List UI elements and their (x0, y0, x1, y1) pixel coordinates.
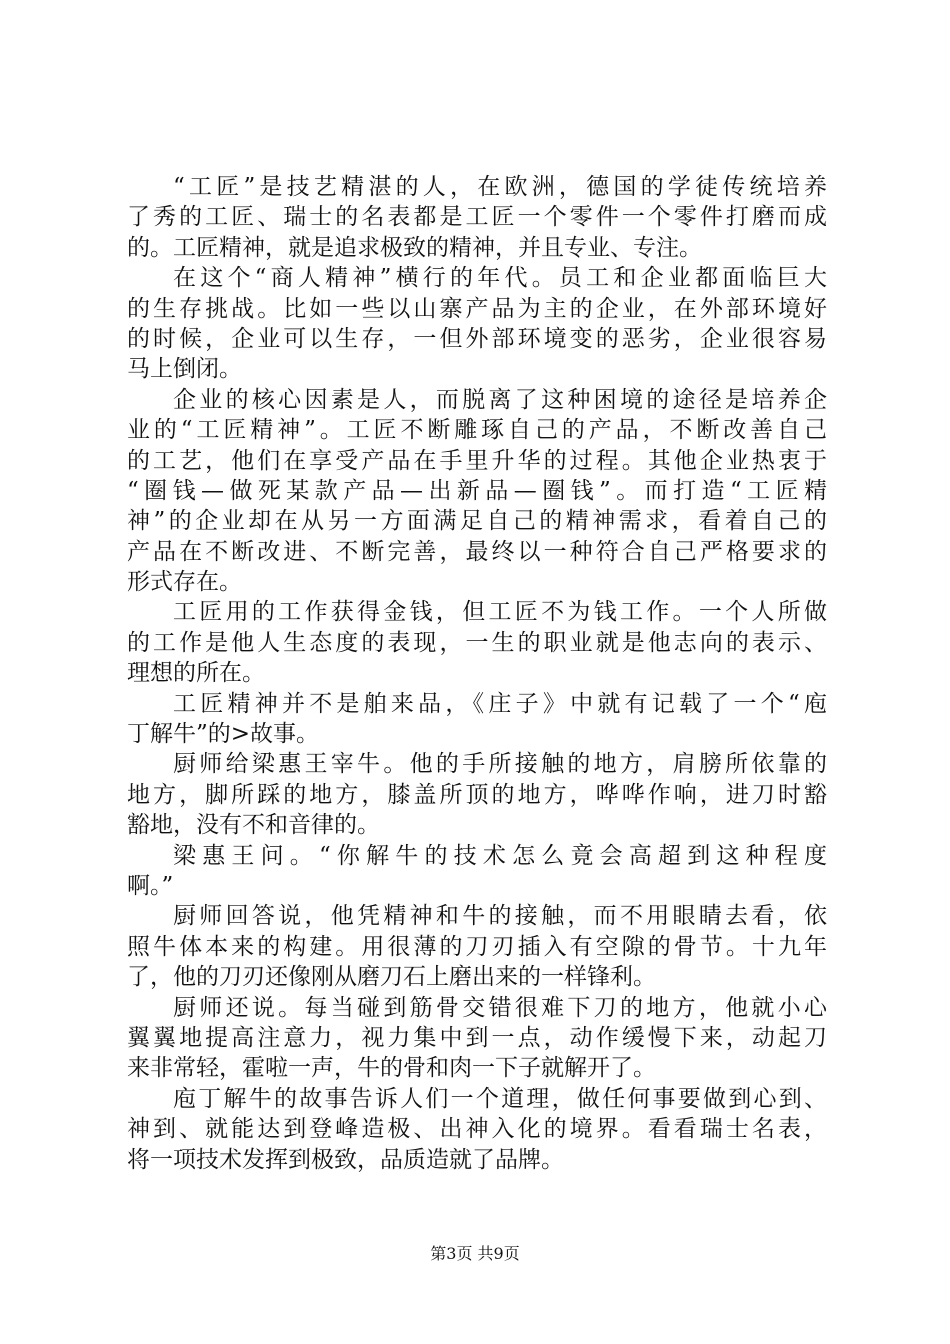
text-line: 厨师回答说，他凭精神和牛的接触，而不用眼睛去看，依 (173, 903, 827, 930)
text-line: 啊。” (127, 872, 174, 899)
text-line: 工匠用的工作获得金钱，但工匠不为钱工作。一个人所做 (173, 599, 827, 626)
text-line: “圈钱—做死某款产品—出新品—圈钱”。而打造“工匠精 (127, 477, 827, 504)
text-line: 厨师给梁惠王宰牛。他的手所接触的地方，肩膀所依靠的 (173, 751, 827, 778)
text-line: 翼翼地提高注意力，视力集中到一点，动作缓慢下来，动起刀 (127, 1024, 827, 1051)
text-line: 的生存挑战。比如一些以山寨产品为主的企业，在外部环境好 (127, 295, 827, 322)
text-line: 豁地，没有不和音律的。 (127, 812, 380, 839)
page-footer: 第3页 共9页 (430, 1244, 520, 1263)
text-line: 照牛体本来的构建。用很薄的刀刃插入有空隙的骨节。十九年 (127, 933, 827, 960)
text-line: 神到、就能达到登峰造极、出神入化的境界。看看瑞士名表， (127, 1116, 827, 1143)
text-line: 将一项技术发挥到极致，品质造就了品牌。 (127, 1146, 564, 1173)
text-line: 神”的企业却在从另一方面满足自己的精神需求，看着自己的 (127, 508, 827, 535)
text-line: 的时候，企业可以生存，一但外部环境变的恶劣，企业很容易 (127, 325, 827, 352)
text-line: 业的“工匠精神”。工匠不断雕琢自己的产品，不断改善自己 (127, 417, 827, 444)
text-line: 形式存在。 (127, 569, 242, 596)
text-line: 的工艺，他们在享受产品在手里升华的过程。其他企业热衷于 (127, 447, 827, 474)
text-line: 的工作是他人生态度的表现，一生的职业就是他志向的表示、 (127, 629, 827, 656)
text-line: 工匠精神并不是舶来品，《庄子》中就有记载了一个“庖 (173, 690, 827, 717)
body-text (127, 172, 827, 1175)
text-line: 梁惠王问。“你解牛的技术怎么竟会高超到这种程度 (173, 842, 827, 869)
text-line: 丁解牛”的>故事。 (127, 721, 320, 748)
text-line: 庖丁解牛的故事告诉人们一个道理，做任何事要做到心到、 (173, 1085, 827, 1112)
text-line: 地方，脚所踩的地方，膝盖所顶的地方，哗哗作响，进刀时豁 (127, 781, 827, 808)
text-line: “工匠”是技艺精湛的人，在欧洲，德国的学徒传统培养 (173, 174, 827, 200)
text-line: 在这个“商人精神”横行的年代。员工和企业都面临巨大 (173, 265, 827, 292)
text-line: 来非常轻，霍啦一声，牛的骨和肉一下子就解开了。 (127, 1055, 656, 1082)
text-line: 企业的核心因素是人，而脱离了这种困境的途径是培养企 (173, 386, 827, 413)
text-line: 理想的所在。 (127, 660, 265, 687)
text-line: 的。工匠精神，就是追求极致的精神，并且专业、专注。 (127, 234, 702, 261)
text-line: 厨师还说。每当碰到筋骨交错很难下刀的地方，他就小心 (173, 994, 827, 1021)
text-line: 产品在不断改进、不断完善，最终以一种符合自己严格要求的 (127, 538, 827, 565)
text-line: 了，他的刀刃还像刚从磨刀石上磨出来的一样锋利。 (127, 964, 656, 991)
text-line: 马上倒闭。 (127, 356, 242, 383)
text-line: 了秀的工匠、瑞士的名表都是工匠一个零件一个零件打磨而成 (127, 204, 827, 231)
